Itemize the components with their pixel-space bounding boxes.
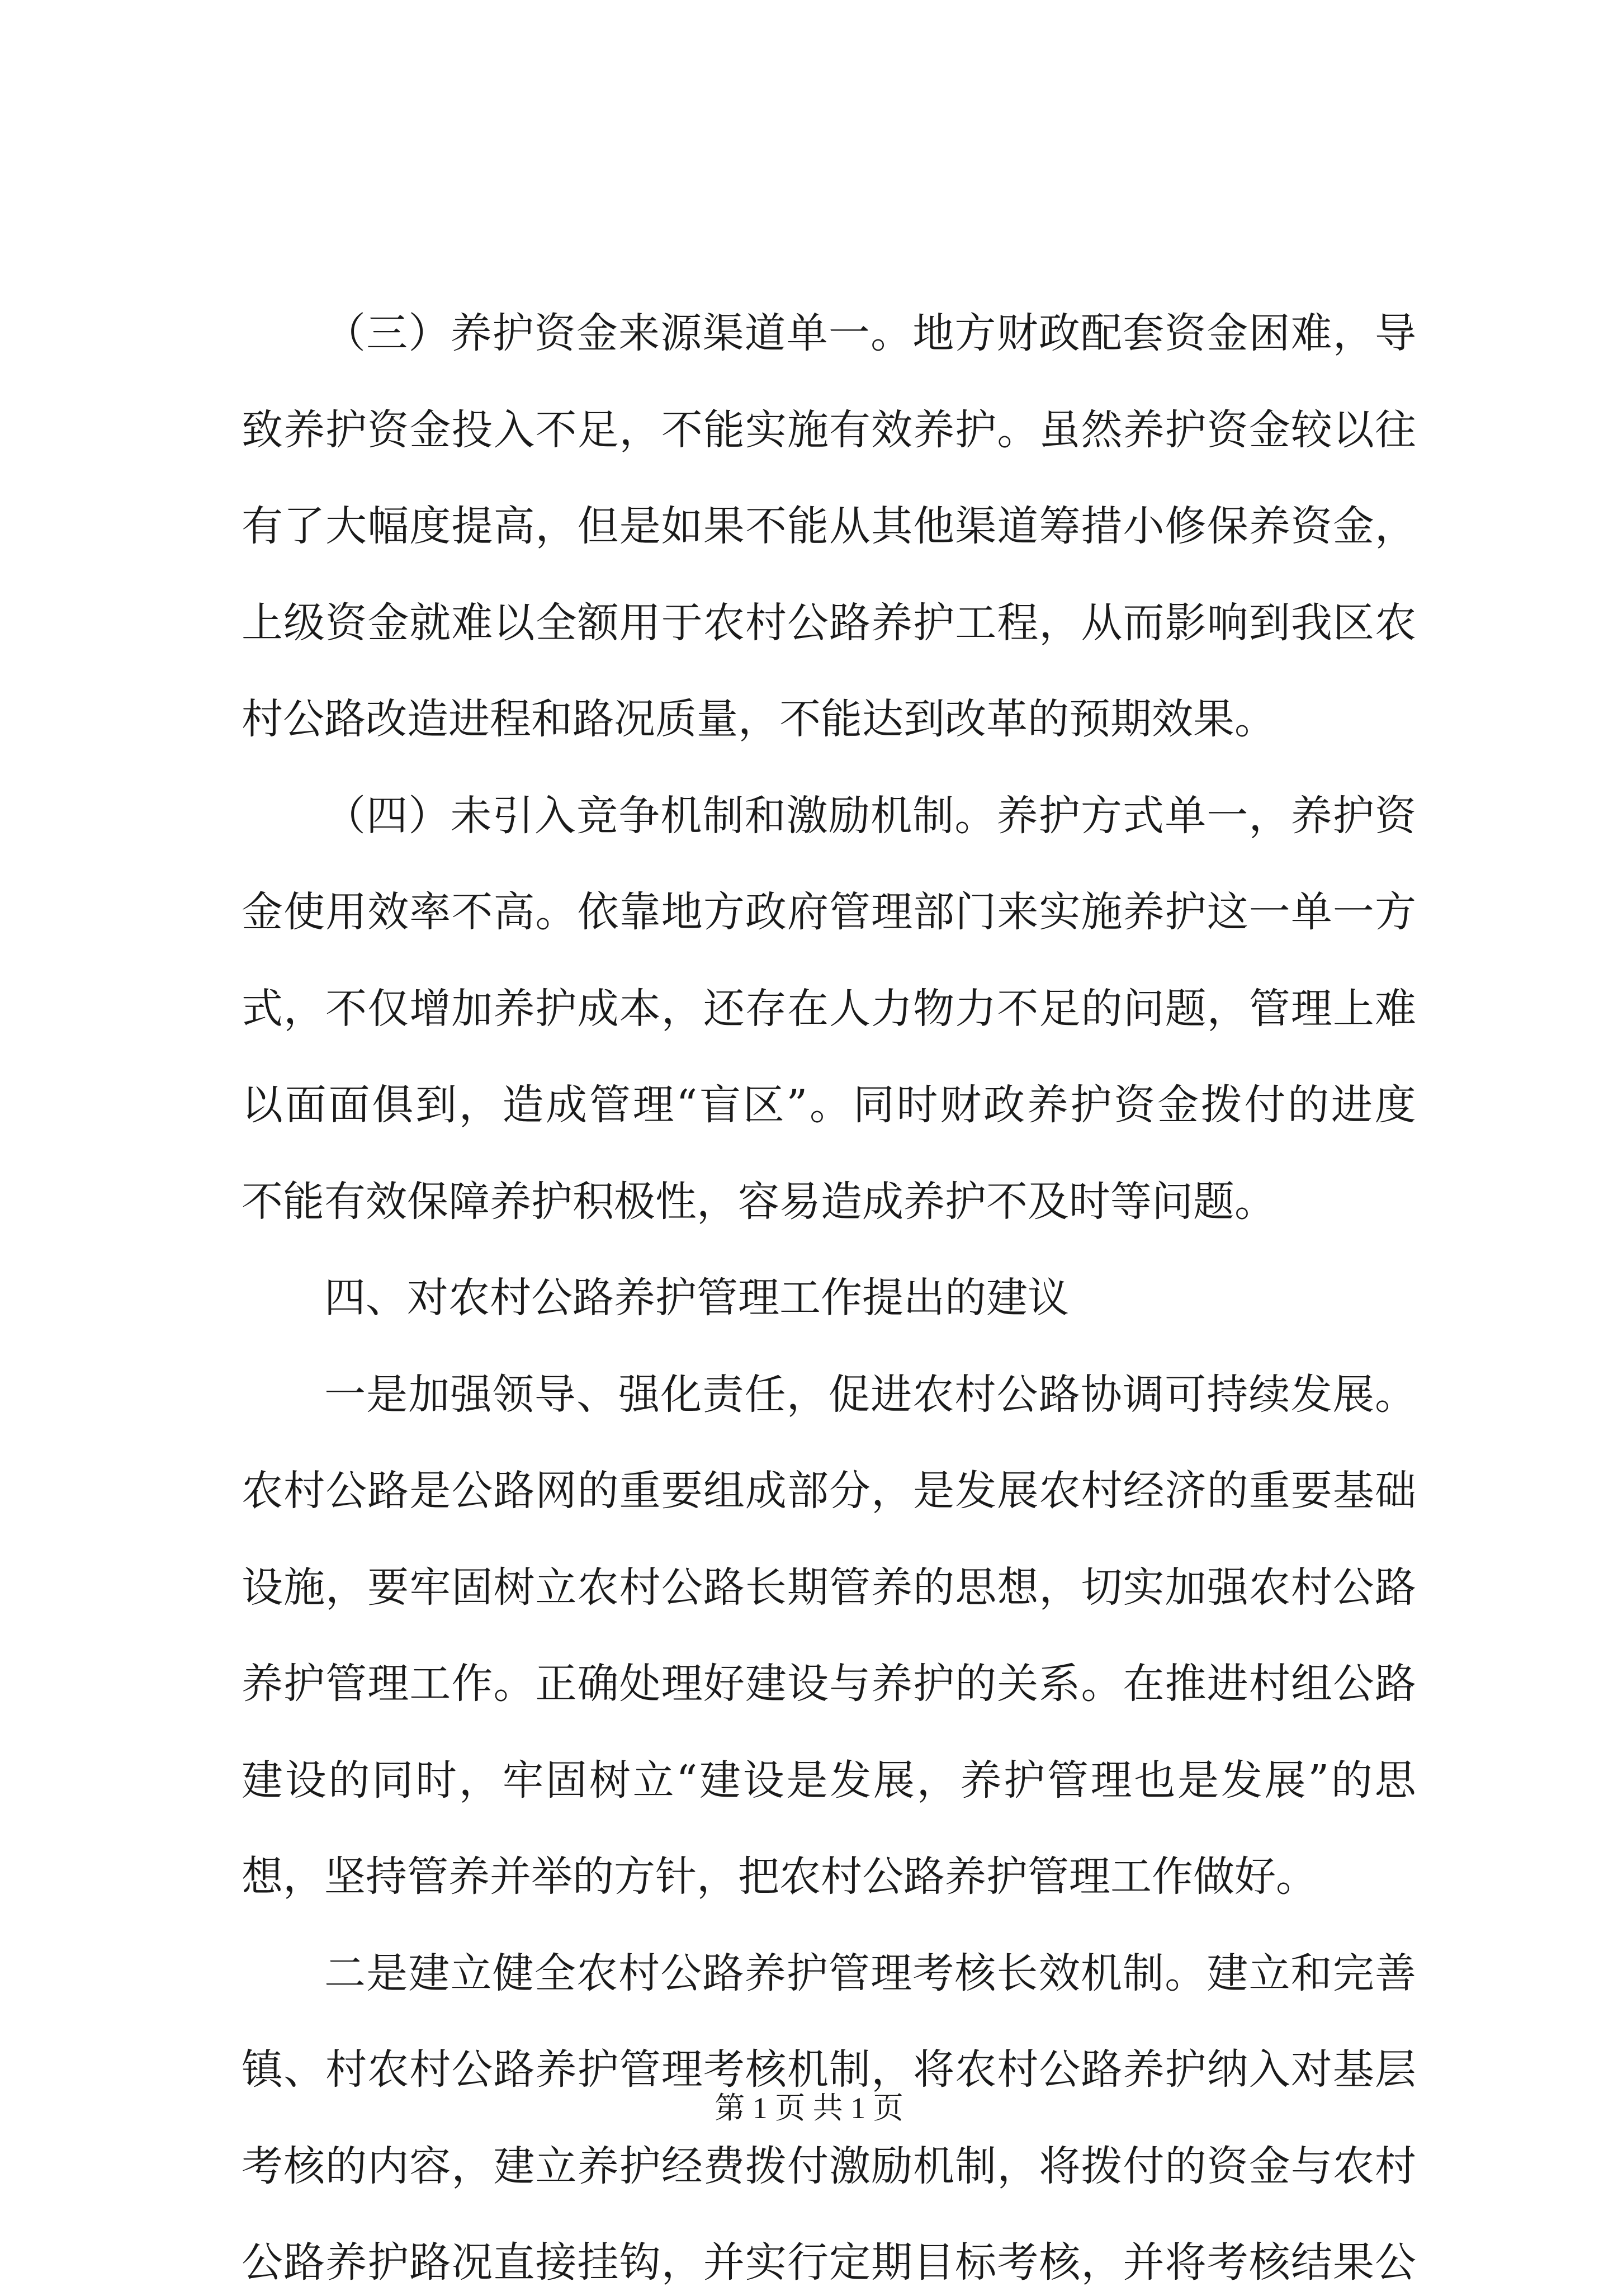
paragraph-line: 镇、村农村公路养护管理考核机制，将农村公路养护纳入对基层: [242, 2045, 1417, 2094]
paragraph-line: 有了大幅度提高，但是如果不能从其他渠道筹措小修保养资金，: [242, 502, 1417, 550]
paragraph-first-line: 一是加强领导、强化责任，促进农村公路协调可持续发展。: [324, 1371, 1417, 1419]
paragraph-first-line: 四、对农村公路养护管理工作提出的建议: [324, 1274, 1069, 1322]
paragraph-line: 村公路改造进程和路况质量，不能达到改革的预期效果。: [242, 695, 1276, 743]
paragraph-first-line: 二是建立健全农村公路养护管理考核长效机制。建立和完善: [324, 1949, 1417, 1997]
paragraph-line: 考核的内容，建立养护经费拨付激励机制，将拨付的资金与农村: [242, 2142, 1417, 2190]
paragraph-line: 致养护资金投入不足，不能实施有效养护。虽然养护资金较以往: [242, 406, 1417, 454]
paragraph-line: 以面面俱到，造成管理“盲区”。同时财政养护资金拨付的进度: [242, 1081, 1418, 1129]
paragraph-line: 设施，要牢固树立农村公路长期管养的思想，切实加强农村公路: [242, 1563, 1417, 1612]
paragraph-line: 式，不仅增加养护成本，还存在人力物力不足的问题，管理上难: [242, 985, 1417, 1033]
page-footer: 第 1 页 共 1 页: [715, 2091, 903, 2125]
paragraph-line: 建设的同时，牢固树立“建设是发展，养护管理也是发展”的思: [242, 1756, 1418, 1804]
paragraph-line: 不能有效保障养护积极性，容易造成养护不及时等问题。: [242, 1178, 1276, 1226]
paragraph-line: 公路养护路况直接挂钩，并实行定期目标考核，并将考核结果公: [242, 2238, 1417, 2286]
paragraph-first-line: （四）未引入竞争机制和激励机制。养护方式单一，养护资: [324, 792, 1417, 840]
paragraph-line: 想，坚持管养并举的方针，把农村公路养护管理工作做好。: [242, 1853, 1317, 1901]
paragraph-first-line: （三）养护资金来源渠道单一。地方财政配套资金困难，导: [324, 309, 1417, 357]
paragraph-line: 金使用效率不高。依靠地方政府管理部门来实施养护这一单一方: [242, 888, 1417, 936]
paragraph-line: 上级资金就难以全额用于农村公路养护工程，从而影响到我区农: [242, 599, 1417, 647]
paragraph-line: 养护管理工作。正确处理好建设与养护的关系。在推进村组公路: [242, 1660, 1417, 1708]
paragraph-line: 农村公路是公路网的重要组成部分，是发展农村经济的重要基础: [242, 1467, 1417, 1515]
